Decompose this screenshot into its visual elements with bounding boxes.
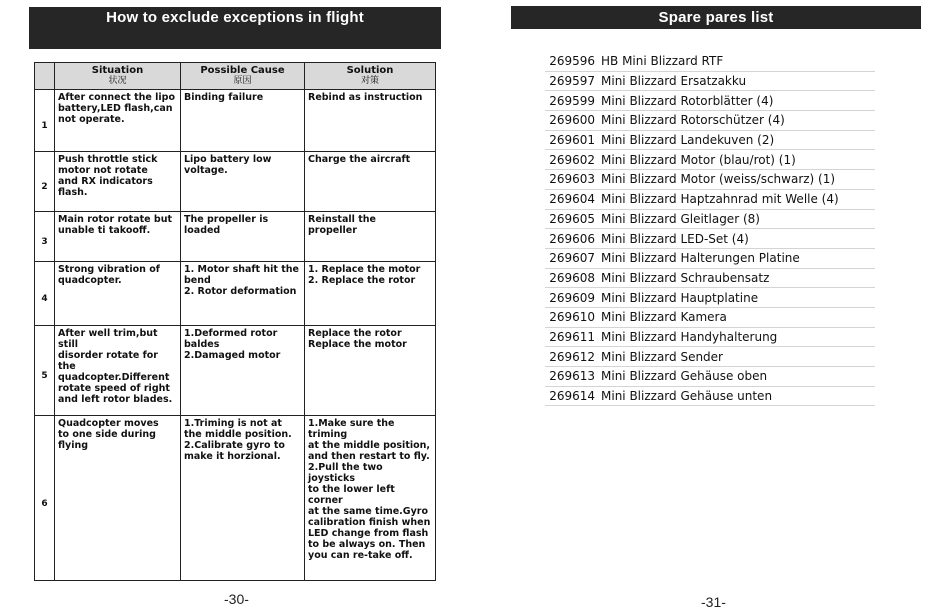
part-name: Mini Blizzard Rotorschützer (4) — [599, 111, 875, 131]
table-row — [35, 416, 436, 581]
part-name: Mini Blizzard Haptzahnrad mit Welle (4) — [599, 189, 875, 209]
part-name: Mini Blizzard Hauptplatine — [599, 288, 875, 308]
header-situation: Situation 状况 — [55, 63, 181, 90]
list-item — [545, 288, 875, 308]
header-solution: Solution 对策 — [305, 63, 436, 90]
part-name: Mini Blizzard Landekuven (2) — [599, 130, 875, 150]
solution-line: Charge the aircraft — [308, 154, 411, 165]
situation-line: and left rotor blades. — [58, 394, 173, 405]
part-number: 269613 — [545, 367, 599, 387]
part-number: 269612 — [545, 347, 599, 367]
table-row — [35, 326, 436, 416]
list-item — [545, 189, 875, 209]
part-number: 269601 — [545, 130, 599, 150]
solution-line: Replace the rotor — [308, 328, 402, 339]
cause-line: baldes — [184, 339, 220, 350]
solution-line: 1. Replace the motor — [308, 264, 421, 275]
header-number — [35, 63, 55, 90]
situation-cell — [55, 212, 181, 262]
row-number: 2 — [35, 152, 55, 212]
situation-line: disorder rotate for the — [58, 350, 158, 372]
row-number: 6 — [35, 416, 55, 581]
part-name: Mini Blizzard Halterungen Platine — [599, 248, 875, 268]
solution-cell — [305, 90, 436, 152]
part-number: 269610 — [545, 307, 599, 327]
list-item — [545, 52, 875, 71]
spare-parts-table — [545, 52, 875, 406]
row-number: 4 — [35, 262, 55, 326]
part-name: Mini Blizzard Schraubensatz — [599, 268, 875, 288]
solution-line: 2.Pull the two joysticks — [308, 462, 383, 484]
cause-cell — [181, 90, 305, 152]
cause-line: Lipo battery low — [184, 154, 272, 165]
cause-cell — [181, 262, 305, 326]
header-cause: Possible Cause 原因 — [181, 63, 305, 90]
list-item — [545, 307, 875, 327]
table-row — [35, 262, 436, 326]
solution-cell — [305, 152, 436, 212]
part-number: 269609 — [545, 288, 599, 308]
part-name: Mini Blizzard Gehäuse unten — [599, 386, 875, 406]
part-number: 269607 — [545, 248, 599, 268]
part-number: 269614 — [545, 386, 599, 406]
solution-cell — [305, 212, 436, 262]
list-item — [545, 91, 875, 111]
situation-line: Push throttle stick — [58, 154, 158, 165]
solution-line: you can re-take off. — [308, 550, 413, 561]
situation-line: After well trim,but still — [58, 328, 158, 350]
part-number: 269611 — [545, 327, 599, 347]
situation-line: Main rotor rotate but — [58, 214, 173, 225]
part-number: 269600 — [545, 111, 599, 131]
troubleshooting-table — [34, 62, 436, 581]
part-name: Mini Blizzard Motor (blau/rot) (1) — [599, 150, 875, 170]
solution-line: propeller — [308, 225, 357, 236]
list-item — [545, 386, 875, 406]
list-item — [545, 71, 875, 91]
list-item — [545, 229, 875, 249]
solution-line: 2. Replace the rotor — [308, 275, 416, 286]
list-item — [545, 347, 875, 367]
part-number: 269603 — [545, 170, 599, 190]
part-name: Mini Blizzard Motor (weiss/schwarz) (1) — [599, 170, 875, 190]
spare-parts-title: Spare pares list — [511, 6, 921, 29]
part-number: 269596 — [545, 52, 599, 71]
cause-cell — [181, 416, 305, 581]
solution-line: at the middle position, — [308, 440, 431, 451]
cause-cell — [181, 152, 305, 212]
situation-line: motor not rotate — [58, 165, 148, 176]
cause-cell — [181, 326, 305, 416]
situation-line: quadcopter. — [58, 275, 122, 286]
situation-cell — [55, 416, 181, 581]
troubleshooting-title: How to exclude exceptions in flight — [29, 7, 441, 49]
table-row — [35, 90, 436, 152]
cause-line: 2.Calibrate gyro to — [184, 440, 285, 451]
situation-line: Strong vibration of — [58, 264, 160, 275]
cause-line: 2.Damaged motor — [184, 350, 281, 361]
solution-line: to the lower left corner — [308, 484, 395, 506]
situation-line: quadcopter.Different — [58, 372, 170, 383]
part-name: Mini Blizzard Kamera — [599, 307, 875, 327]
table-header-row — [35, 63, 436, 90]
solution-cell — [305, 326, 436, 416]
list-item — [545, 327, 875, 347]
list-item — [545, 209, 875, 229]
situation-line: Quadcopter moves — [58, 418, 159, 429]
row-number: 3 — [35, 212, 55, 262]
cause-line: 2. Rotor deformation — [184, 286, 297, 297]
solution-cell — [305, 416, 436, 581]
part-name: Mini Blizzard Ersatzakku — [599, 71, 875, 91]
situation-line: to one side during — [58, 429, 156, 440]
list-item — [545, 111, 875, 131]
situation-cell — [55, 152, 181, 212]
part-name: Mini Blizzard LED-Set (4) — [599, 229, 875, 249]
right-page — [475, 0, 950, 612]
table-row — [35, 152, 436, 212]
cause-line: voltage. — [184, 165, 228, 176]
page-number-left: -30- — [224, 591, 249, 607]
situation-cell — [55, 90, 181, 152]
part-number: 269608 — [545, 268, 599, 288]
situation-line: and RX indicators flash. — [58, 176, 153, 198]
part-number: 269597 — [545, 71, 599, 91]
situation-line: After connect the lipo — [58, 92, 175, 103]
solution-line: Replace the motor — [308, 339, 407, 350]
situation-line: unable ti takooff. — [58, 225, 151, 236]
situation-line: battery,LED flash,can — [58, 103, 173, 114]
situation-line: flying — [58, 440, 89, 451]
cause-line: 1. Motor shaft hit the — [184, 264, 299, 275]
cause-line: the middle position. — [184, 429, 292, 440]
cause-line: bend — [184, 275, 211, 286]
situation-line: rotate speed of right — [58, 383, 170, 394]
cause-line: loaded — [184, 225, 221, 236]
solution-cell — [305, 262, 436, 326]
part-number: 269604 — [545, 189, 599, 209]
solution-line: Rebind as instruction — [308, 92, 423, 103]
part-number: 269602 — [545, 150, 599, 170]
cause-line: make it horzional. — [184, 451, 281, 462]
list-item — [545, 268, 875, 288]
solution-line: Reinstall the — [308, 214, 376, 225]
list-item — [545, 130, 875, 150]
part-number: 269605 — [545, 209, 599, 229]
page-number-right: -31- — [701, 594, 726, 610]
cause-line: 1.Deformed rotor — [184, 328, 278, 339]
part-name: Mini Blizzard Sender — [599, 347, 875, 367]
solution-line: to be always on. Then — [308, 539, 426, 550]
situation-cell — [55, 326, 181, 416]
list-item — [545, 150, 875, 170]
cause-line: 1.Triming is not at — [184, 418, 282, 429]
situation-line: not operate. — [58, 114, 125, 125]
part-name: HB Mini Blizzard RTF — [599, 52, 875, 71]
cause-cell — [181, 212, 305, 262]
part-name: Mini Blizzard Gleitlager (8) — [599, 209, 875, 229]
list-item — [545, 248, 875, 268]
part-name: Mini Blizzard Gehäuse oben — [599, 367, 875, 387]
cause-line: The propeller is — [184, 214, 269, 225]
list-item — [545, 170, 875, 190]
list-item — [545, 367, 875, 387]
row-number: 1 — [35, 90, 55, 152]
part-number: 269606 — [545, 229, 599, 249]
solution-line: LED change from flash — [308, 528, 429, 539]
solution-line: calibration finish when — [308, 517, 431, 528]
solution-line: 1.Make sure the triming — [308, 418, 395, 440]
table-row — [35, 212, 436, 262]
part-number: 269599 — [545, 91, 599, 111]
situation-cell — [55, 262, 181, 326]
part-name: Mini Blizzard Handyhalterung — [599, 327, 875, 347]
solution-line: and then restart to fly. — [308, 451, 430, 462]
solution-line: at the same time.Gyro — [308, 506, 428, 517]
part-name: Mini Blizzard Rotorblätter (4) — [599, 91, 875, 111]
row-number: 5 — [35, 326, 55, 416]
cause-line: Binding failure — [184, 92, 264, 103]
